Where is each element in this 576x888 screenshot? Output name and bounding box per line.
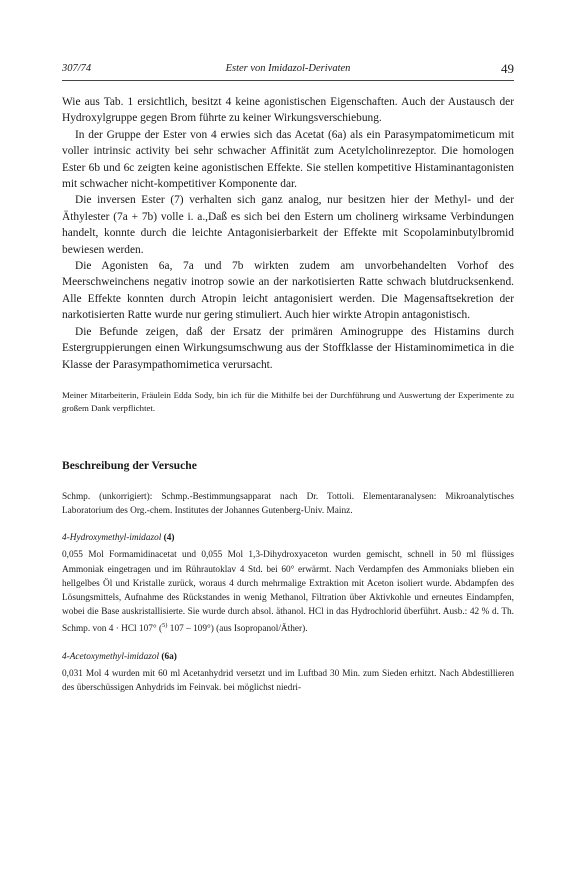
paragraph-1: Wie aus Tab. 1 ersichtlich, besitzt 4 keine agonistischen Eigenschaften. Auch der Austausch der Hydroxylgruppe gegen Brom führte zu keiner Wirkungsverschiebung.: [62, 96, 514, 125]
compound-1-text-end: 107 – 109°) (aus Isopropanol/Äther).: [167, 624, 308, 635]
compound-2-number: (6a): [161, 651, 177, 662]
paragraph-4: Die Agonisten 6a, 7a und 7b wirkten zudem am unvorbehandelten Vorhof des Meerschweinchens negativ inotrop sowie an der narkotisierten Ratte schwach blutdrucksenkend. Alle Effekte konnten durch Atropin leicht antagonisiert werden. Die Magensaftsekretion der narkotisierten Ratte wurde nur gering stimuliert. Auch hier wirkte Atropin antagonistisch.: [62, 260, 514, 322]
paragraph-5: Die Befunde zeigen, daß der Ersatz der primären Aminogruppe des Histamins durch Estergruppierungen einen Wirkungsumschwung aus der Stoffklasse der Histaminomimetica in die Klasse der Parasympathomimetica verursacht.: [62, 325, 514, 371]
compound-1-number: (4): [163, 533, 175, 544]
compound-1-name: 4-Hydroxymethyl-imidazol: [62, 533, 162, 544]
header-journal-ref: 307/74: [62, 63, 92, 74]
compound-1-text-main: 0,055 Mol Formamidinacetat und 0,055 Mol 1,3-Dihydroxyaceton wurden gemischt, schnell in 50 ml flüssiges Ammoniak eingetragen und im Rührautoklav 4 Std. bei 60° erwärmt. Nach Verdampfen des Ammoniaks blieben ein hellgelbes Öl und Kristalle zurück, woraus 4 durch mehrmalige Extraktion mit Aceton isoliert wurde. Abdampfen des Lösungsmittels, Aufnahme des Rückstandes in wenig Methanol, Filtration über Aktivkohle und erneutes Eindampfen, wobei die Base auskristallisierte. Sie wurde durch absol. äthanol. HCl in das Hydrochlorid überführt. Ausb.: 42 % d. Th. Schmp. von 4 · HCl 107° (: [62, 550, 514, 635]
section-title: Beschreibung der Versuche: [62, 458, 197, 472]
compound-2-text: 0,031 Mol 4 wurden mit 60 ml Acetanhydrid versetzt und im Luftbad 30 Min. zum Sieden erhitzt. Nach Abdestillieren des überschüssigen Anhydrids im Feinvak. bei möglichst niedri-: [62, 668, 514, 693]
acknowledgement: Meiner Mitarbeiterin, Fräulein Edda Sody, bin ich für die Mithilfe bei der Durchführung und Auswertung der Experimente zu großem Dank verpflichtet.: [62, 389, 514, 413]
header-rule: [62, 80, 514, 81]
methods-intro: Schmp. (unkorrigiert): Schmp.-Bestimmungsapparat nach Dr. Tottoli. Elementaranalysen: Mikroanalytisches Laboratorium des Org.-chem. Institutes der Johannes Gutenberg-Univ. Mainz.: [62, 491, 514, 517]
compound-1-heading: [62, 533, 514, 543]
compound-2-heading: [62, 652, 514, 662]
paragraph-2: In der Gruppe der Ester von 4 erwies sich das Acetat (6a) als ein Parasympatomimeticum mit voller intrinsic activity bei sehr schwacher Affinität zum Acetylcholinrezeptor. Die homologen Ester 6b und 6c zeigten keine agonistischen Effekte. Sie stellen kompetitive Histaminantagonisten mit schwacher nicht-kompetitiver Komponente dar.: [62, 128, 514, 191]
running-header: [62, 63, 514, 79]
paragraph-3: Die inversen Ester (7) verhalten sich ganz analog, nur besitzen hier der Methyl- und der Äthylester (7a + 7b) volle i. a.,Daß es sich bei den Estern um cholinerg wirksame Verbindungen handelt, konnte durch die leichte Antagonisierbarkeit der Effekte mit Scopolaminbutylbromid bewiesen werden.: [62, 194, 514, 256]
compound-2-name: 4-Acetoxymethyl-imidazol: [62, 651, 160, 662]
page-body: [62, 94, 514, 695]
footnote-ref: 5): [162, 622, 168, 630]
page-number: 49: [501, 61, 514, 76]
header-title: Ester von Imidazol-Derivaten: [225, 63, 351, 74]
compound-1-text: [62, 548, 514, 636]
